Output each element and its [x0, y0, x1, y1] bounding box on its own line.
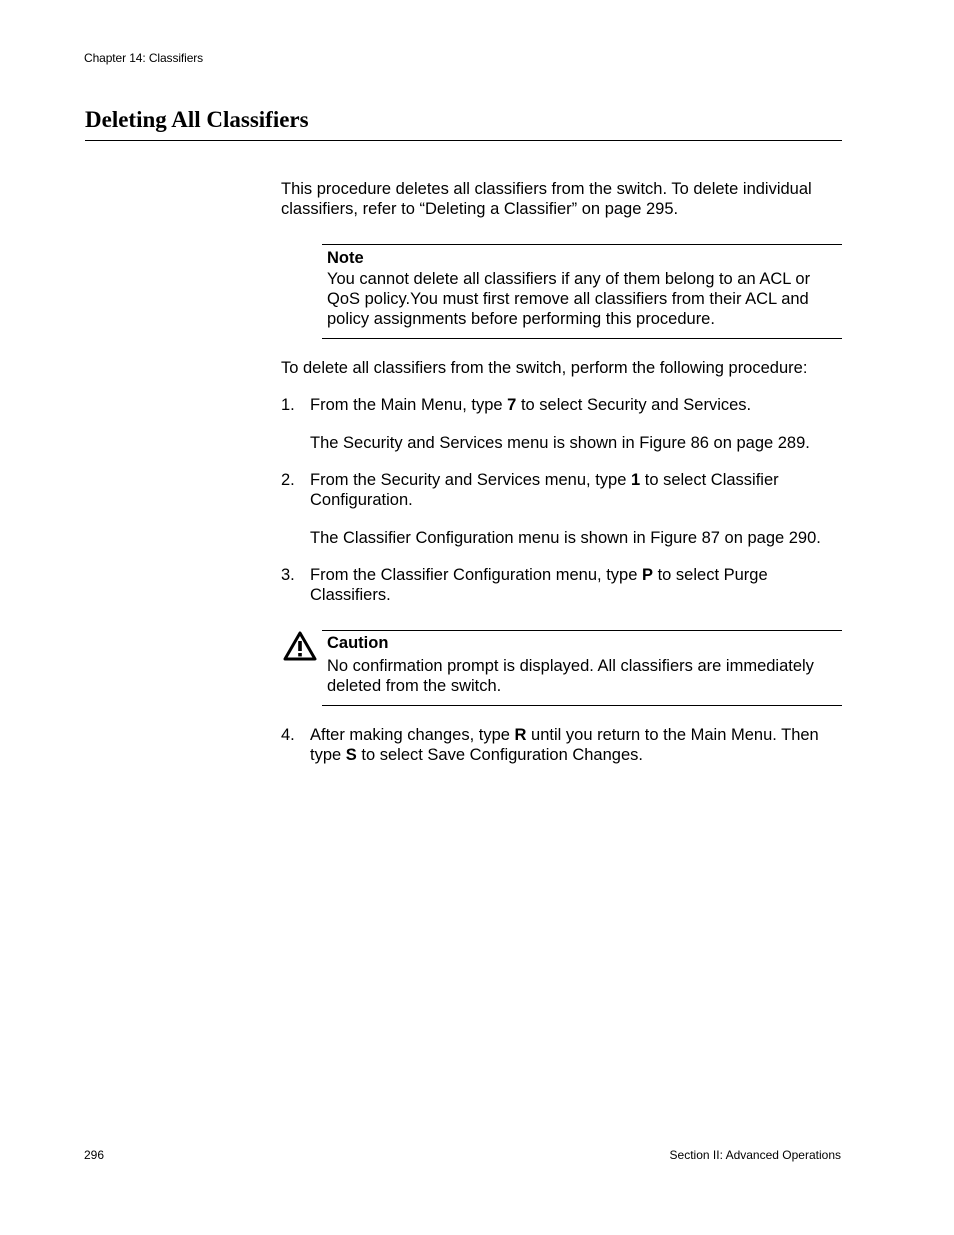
- caution-title: Caution: [327, 634, 389, 652]
- intro-paragraph: This procedure deletes all classifiers from the switch. To delete individual classifiers, refer to “Deleting a Classifier” on page 295.: [281, 180, 812, 218]
- running-header: Chapter 14: Classifiers: [84, 51, 204, 65]
- caution-box: [322, 630, 842, 706]
- step-number: 1.: [281, 396, 295, 414]
- note-text: You cannot delete all classifiers if any of them belong to an ACL or QoS policy.You must first remove all classifiers from their ACL and policy assignments before performing this procedure.: [327, 270, 811, 328]
- key-label: 7: [507, 396, 517, 414]
- key-label: P: [641, 566, 653, 584]
- key-label: R: [514, 726, 527, 744]
- procedure-intro: To delete all classifiers from the switch, perform the following procedure:: [281, 359, 808, 377]
- step-number: 2.: [281, 471, 295, 489]
- step-text: After making changes, type R until you return to the Main Menu. Then type S to select Save Configuration Changes.: [310, 726, 819, 764]
- note-title: Note: [327, 249, 364, 267]
- step-number: 3.: [281, 566, 295, 584]
- step-text: From the Main Menu, type 7 to select Security and Services.: [310, 396, 752, 414]
- key-label: S: [345, 746, 357, 764]
- section-title: Deleting All Classifiers: [85, 107, 309, 132]
- warning-triangle-icon: [283, 631, 317, 661]
- step-number: 4.: [281, 726, 295, 744]
- footer-section-name: Section II: Advanced Operations: [669, 1148, 841, 1162]
- key-label: 1: [630, 471, 641, 489]
- caution-text: No confirmation prompt is displayed. All classifiers are immediately deleted from the switch.: [327, 657, 814, 695]
- note-box: [322, 244, 842, 339]
- step-result: The Classifier Configuration menu is shown in Figure 87 on page 290.: [310, 529, 821, 547]
- title-rule: [85, 140, 842, 141]
- step-text: From the Security and Services menu, type 1 to select Classifier Configuration.: [310, 471, 779, 509]
- step-text: From the Classifier Configuration menu, type P to select Purge Classifiers.: [310, 566, 768, 604]
- step-result: The Security and Services menu is shown in Figure 86 on page 289.: [310, 434, 810, 452]
- page-number: 296: [84, 1148, 105, 1162]
